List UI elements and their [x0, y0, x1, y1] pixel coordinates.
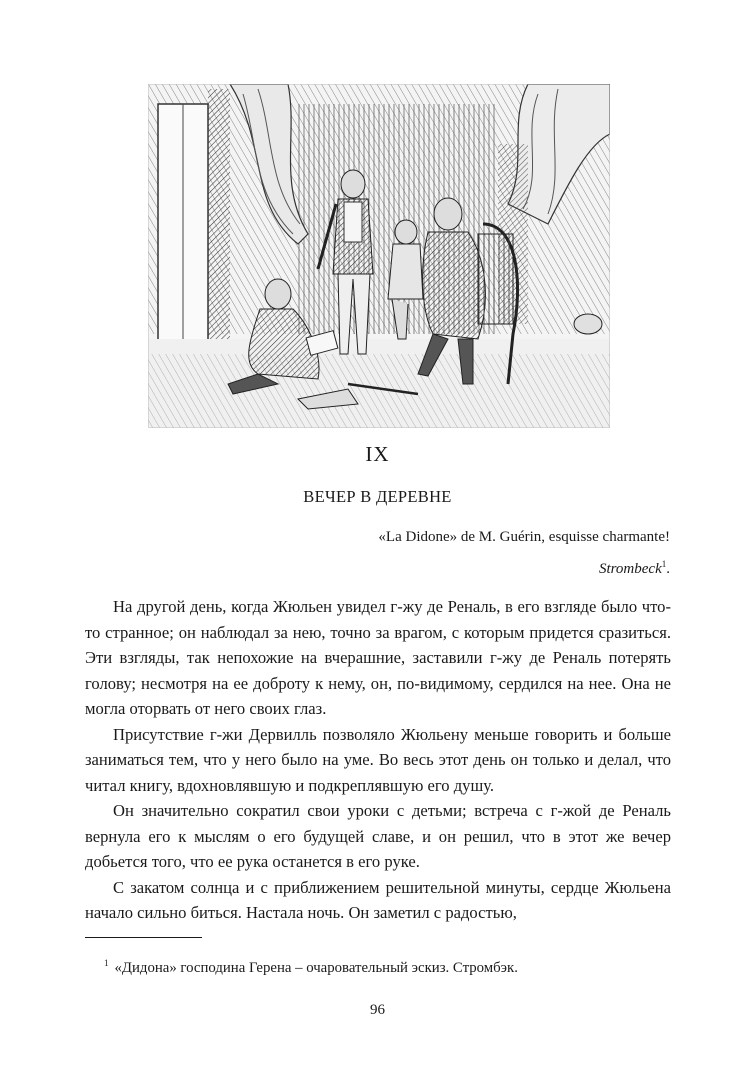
footnote-divider — [85, 937, 202, 938]
page-number: 96 — [370, 1002, 385, 1018]
epigraph-author-trail: . — [666, 561, 670, 577]
paragraph: Присутствие г-жи Дервилль позволяло Жюльену меньше говорить и больше заниматься тем, что у него было на уме. Во весь этот день он только и делал, что читал книгу, вдохновлявшую и подкреплявшую его душу. — [85, 724, 671, 795]
chapter-title: ВЕЧЕР В ДЕРЕВНЕ — [303, 487, 452, 506]
chapter-body — [85, 594, 671, 926]
epigraph — [378, 524, 670, 583]
footnote-text: «Дидона» господина Герена – очаровательный эскиз. Стромбэк. — [114, 959, 518, 976]
paragraph: На другой день, когда Жюльен увидел г-жу де Реналь, в его взгляде было что-то странное; он наблюдал за нею, точно за врагом, с которым придется сразиться. Эти взгляды, так непохожие на вчерашние, заставили г-жу де Реналь потерять голову; несмотря на ее доброту к нему, он, по-видимому, сердился на нее. Она не могла оторвать от него своих глаз. — [85, 597, 671, 718]
footnote — [104, 958, 518, 977]
chapter-illustration — [148, 84, 610, 428]
paragraph: Он значительно сократил свои уроки с детьми; встреча с г-жой де Реналь вернула его к мыслям о его будущей славе, и он решил, что в этот же вечер добьется того, что ее рука останется в его руке. — [85, 801, 671, 871]
epigraph-quote: «La Didone» de M. Guérin, esquisse charmante! — [378, 529, 670, 545]
paragraph: С закатом солнца и с приближением решительной минуты, сердце Жюльена начало сильно биться. Настала ночь. Он заметил с радостью, — [85, 877, 671, 922]
engraving-icon — [148, 84, 610, 428]
footnote-mark: 1 — [104, 958, 109, 968]
footnote-reference[interactable]: 1 — [661, 559, 667, 569]
epigraph-author: Strombeck — [598, 561, 662, 577]
epigraph-author-line — [378, 551, 670, 583]
chapter-number: IX — [365, 442, 390, 466]
